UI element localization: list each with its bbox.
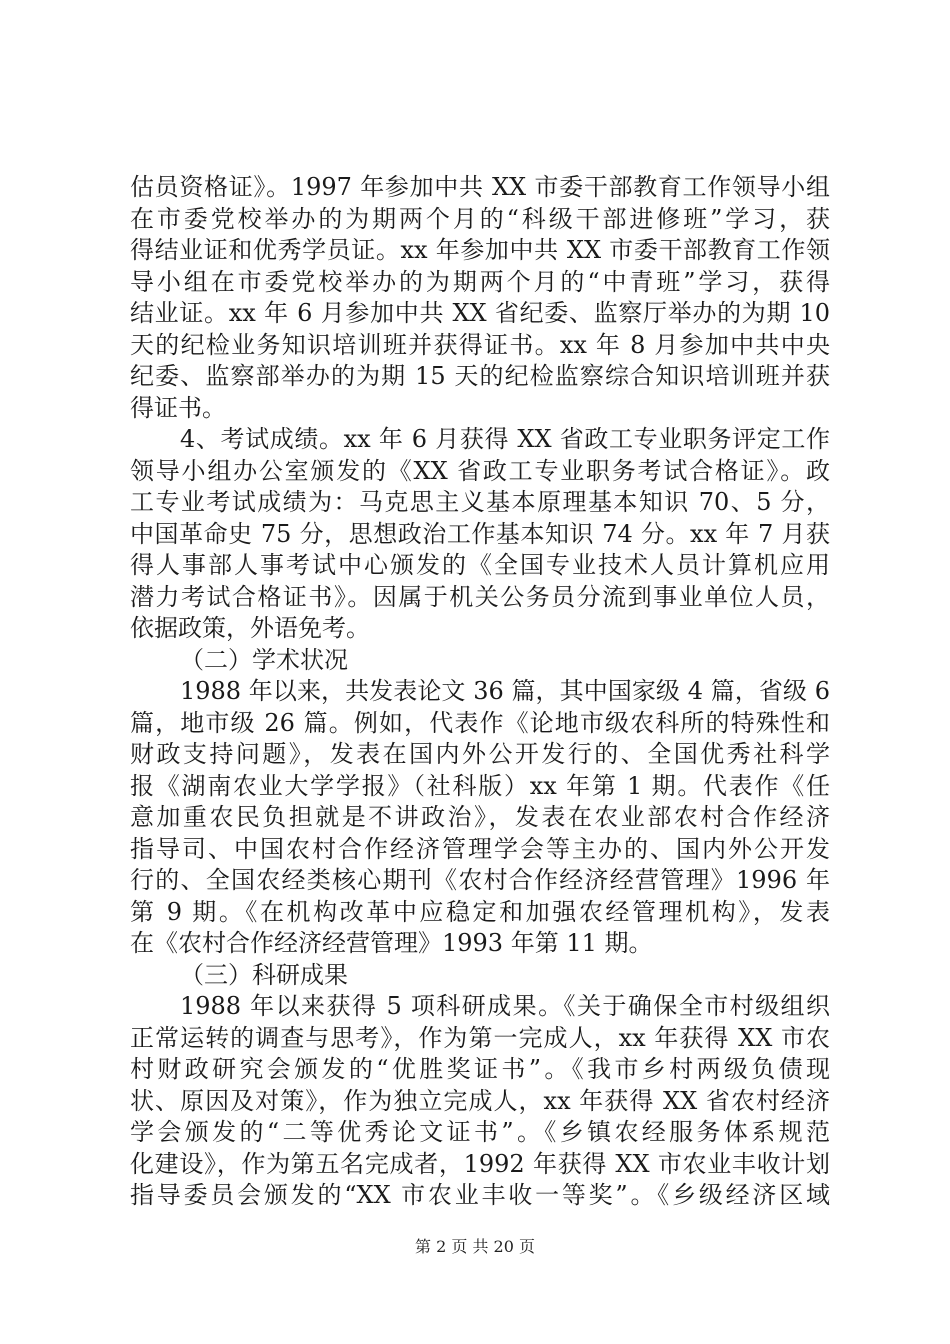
paragraph-line: 在《农村合作经济经营管理》1993 年第 11 期。	[130, 929, 653, 957]
paragraph-line: 估员资格证》。1997 年参加中共 XX 市委干部教育工作领导小组	[130, 173, 830, 201]
paragraph-line: 意加重农民负担就是不讲政治》，发表在农业部农村合作经济	[130, 803, 830, 831]
paragraph-line: 1988 年以来获得 5 项科研成果。《关于确保全市村级组织	[180, 992, 830, 1020]
paragraph-line: 化建设》，作为第五名完成者，1992 年获得 XX 市农业丰收计划	[130, 1149, 830, 1178]
paragraph-line: 学会颁发的“二等优秀论文证书”。《乡镇农经服务体系规范	[130, 1118, 830, 1146]
paragraph-line: 村财政研究会颁发的“优胜奖证书”。《我市乡村两级负债现	[130, 1055, 830, 1083]
paragraph-line: 篇，地市级 26 篇。例如，代表作《论地市级农科所的特殊性和	[130, 708, 830, 737]
paragraph-line: 指导司、中国农村合作经济管理学会等主办的、国内外公开发	[130, 834, 830, 863]
paragraph-line: 在市委党校举办的为期两个月的“科级干部进修班”学习，获	[130, 204, 830, 233]
section-heading: （二）学术状况	[180, 645, 348, 674]
paragraph-line: 纪委、监察部举办的为期 15 天的纪检监察综合知识培训班并获	[130, 362, 830, 390]
section-heading: （三）科研成果	[180, 960, 348, 989]
paragraph-line: 得结业证和优秀学员证。xx 年参加中共 XX 市委干部教育工作领	[130, 236, 830, 264]
paragraph-line: 4、考试成绩。xx 年 6 月获得 XX 省政工专业职务评定工作	[180, 425, 830, 453]
paragraph-line: 潜力考试合格证书》。因属于机关公务员分流到事业单位人员，	[130, 582, 830, 611]
paragraph-line: 中国革命史 75 分，思想政治工作基本知识 74 分。xx 年 7 月获	[130, 519, 830, 548]
paragraph-line: 导小组在市委党校举办的为期两个月的“中青班”学习，获得	[130, 267, 830, 296]
paragraph-line: 报《湖南农业大学学报》（社科版）xx 年第 1 期。代表作《任	[130, 771, 830, 800]
paragraph-line: 工专业考试成绩为：马克思主义基本原理基本知识 70、5 分，	[130, 488, 830, 516]
paragraph-line: 得人事部人事考试中心颁发的《全国专业技术人员计算机应用	[130, 551, 830, 579]
paragraph-line: 财政支持问题》，发表在国内外公开发行的、全国优秀社科学	[130, 740, 830, 768]
paragraph-line: 第 9 期。《在机构改革中应稳定和加强农经管理机构》，发表	[130, 897, 830, 926]
paragraph-line: 行的、全国农经类核心期刊《农村合作经济经营管理》1996 年	[130, 866, 830, 894]
paragraph-line: 得证书。	[130, 393, 226, 422]
page-number-footer: 第 2 页 共 20 页	[415, 1237, 535, 1256]
paragraph-line: 依据政策，外语免考。	[130, 614, 370, 642]
paragraph-line: 状、原因及对策》，作为独立完成人，xx 年获得 XX 省农村经济	[130, 1086, 830, 1115]
paragraph-line: 1988 年以来，共发表论文 36 篇，其中国家级 4 篇，省级 6	[180, 677, 830, 705]
paragraph-line: 领导小组办公室颁发的《XX 省政工专业职务考试合格证》。政	[130, 456, 830, 485]
paragraph-line: 正常运转的调查与思考》，作为第一完成人，xx 年获得 XX 市农	[130, 1023, 830, 1052]
paragraph-line: 结业证。xx 年 6 月参加中共 XX 省纪委、监察厅举办的为期 10	[130, 299, 830, 327]
paragraph-line: 天的纪检业务知识培训班并获得证书。xx 年 8 月参加中共中央	[130, 330, 830, 359]
paragraph-line: 指导委员会颁发的“XX 市农业丰收一等奖”。《乡级经济区域	[130, 1181, 830, 1209]
